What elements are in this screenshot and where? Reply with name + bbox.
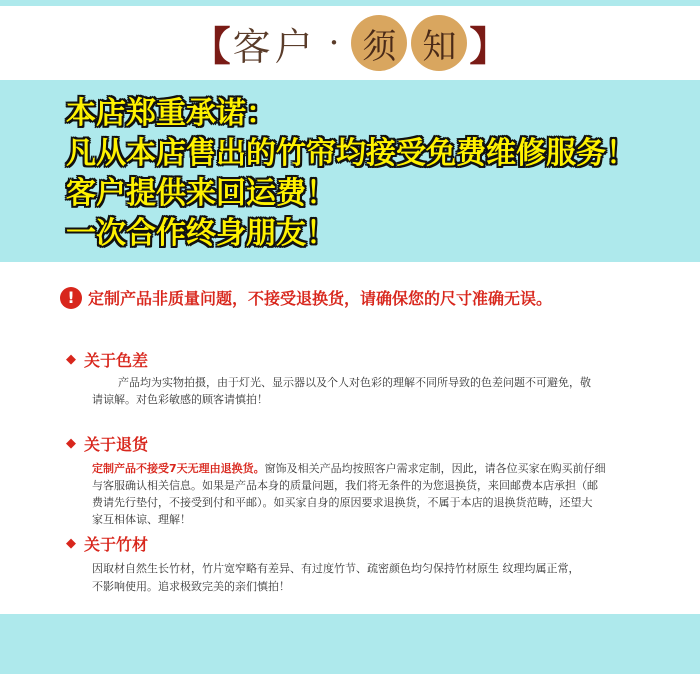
- section-heading-color: [66, 348, 148, 371]
- title-word-customer: 客户: [232, 24, 317, 69]
- diamond-bullet-icon: ◆: [66, 536, 76, 551]
- header-banner: [0, 6, 700, 80]
- bottom-strip: [0, 614, 700, 674]
- diamond-bullet-icon: ◆: [66, 436, 76, 451]
- section-text-line: 与客服确认相关信息。如果是产品本身的质量问题，我们将无条件的为您退换货，来回邮费本店承担（邮: [92, 479, 598, 492]
- promise-line: 凡从本店售出的竹帘均接受免费维修服务！: [66, 136, 636, 171]
- section-title: 关于退货: [84, 435, 149, 454]
- warning-text: 定制产品非质量问题，不接受退换货，请确保您的尺寸准确无误。: [88, 289, 553, 308]
- section-text-line: 不影响使用。追求极致完美的亲们慎拍！: [92, 580, 290, 593]
- section-text-line: [92, 460, 606, 477]
- diamond-bullet-icon: ◆: [66, 352, 76, 367]
- title-bracket-left: 【: [190, 22, 231, 70]
- promise-line: 本店郑重承诺：: [66, 96, 276, 131]
- promise-notice: [0, 80, 700, 262]
- section-text-line: 家互相体谅、理解！: [92, 513, 191, 526]
- returns-highlight: 定制产品不接受7天无理由退换货。: [92, 462, 265, 475]
- title-dot: ·: [328, 23, 340, 63]
- section-text-line: 因取材自然生长竹材，竹片宽窄略有差异、有过度竹节、疏密颜色均匀保持竹材原生 纹理均属正常，: [92, 562, 580, 575]
- exclamation-icon: !: [60, 287, 82, 309]
- section-text-line: 请谅解。对色彩敏感的顾客请慎拍！: [92, 393, 268, 406]
- section-text-line: 费请先行垫付，不接受到付和平邮）。如买家自身的原因要求退换货，不属于本店的退换货范畴，还望大: [92, 496, 593, 509]
- section-heading-bamboo: [66, 532, 148, 555]
- title-circle-2: 知: [411, 15, 467, 71]
- section-text-line: 产品均为实物拍摄，由于灯光、显示器以及个人对色彩的理解不同所导致的色差问题不可避免，敬: [118, 376, 591, 389]
- section-title: 关于竹材: [84, 535, 149, 554]
- section-text-segment: 窗饰及相关产品均按照客户需求定制，因此，请各位买家在购买前仔细: [264, 462, 606, 475]
- promise-line: 一次合作终身朋友！: [66, 216, 336, 251]
- warning-row: [60, 286, 552, 309]
- page-title: [191, 15, 510, 72]
- policy-card: [0, 262, 700, 614]
- title-circle-1: 须: [351, 15, 407, 71]
- promise-line: 客户提供来回运费！: [66, 176, 336, 211]
- section-title: 关于色差: [84, 351, 149, 370]
- title-bracket-right: 】: [469, 22, 510, 70]
- section-heading-returns: [66, 432, 148, 455]
